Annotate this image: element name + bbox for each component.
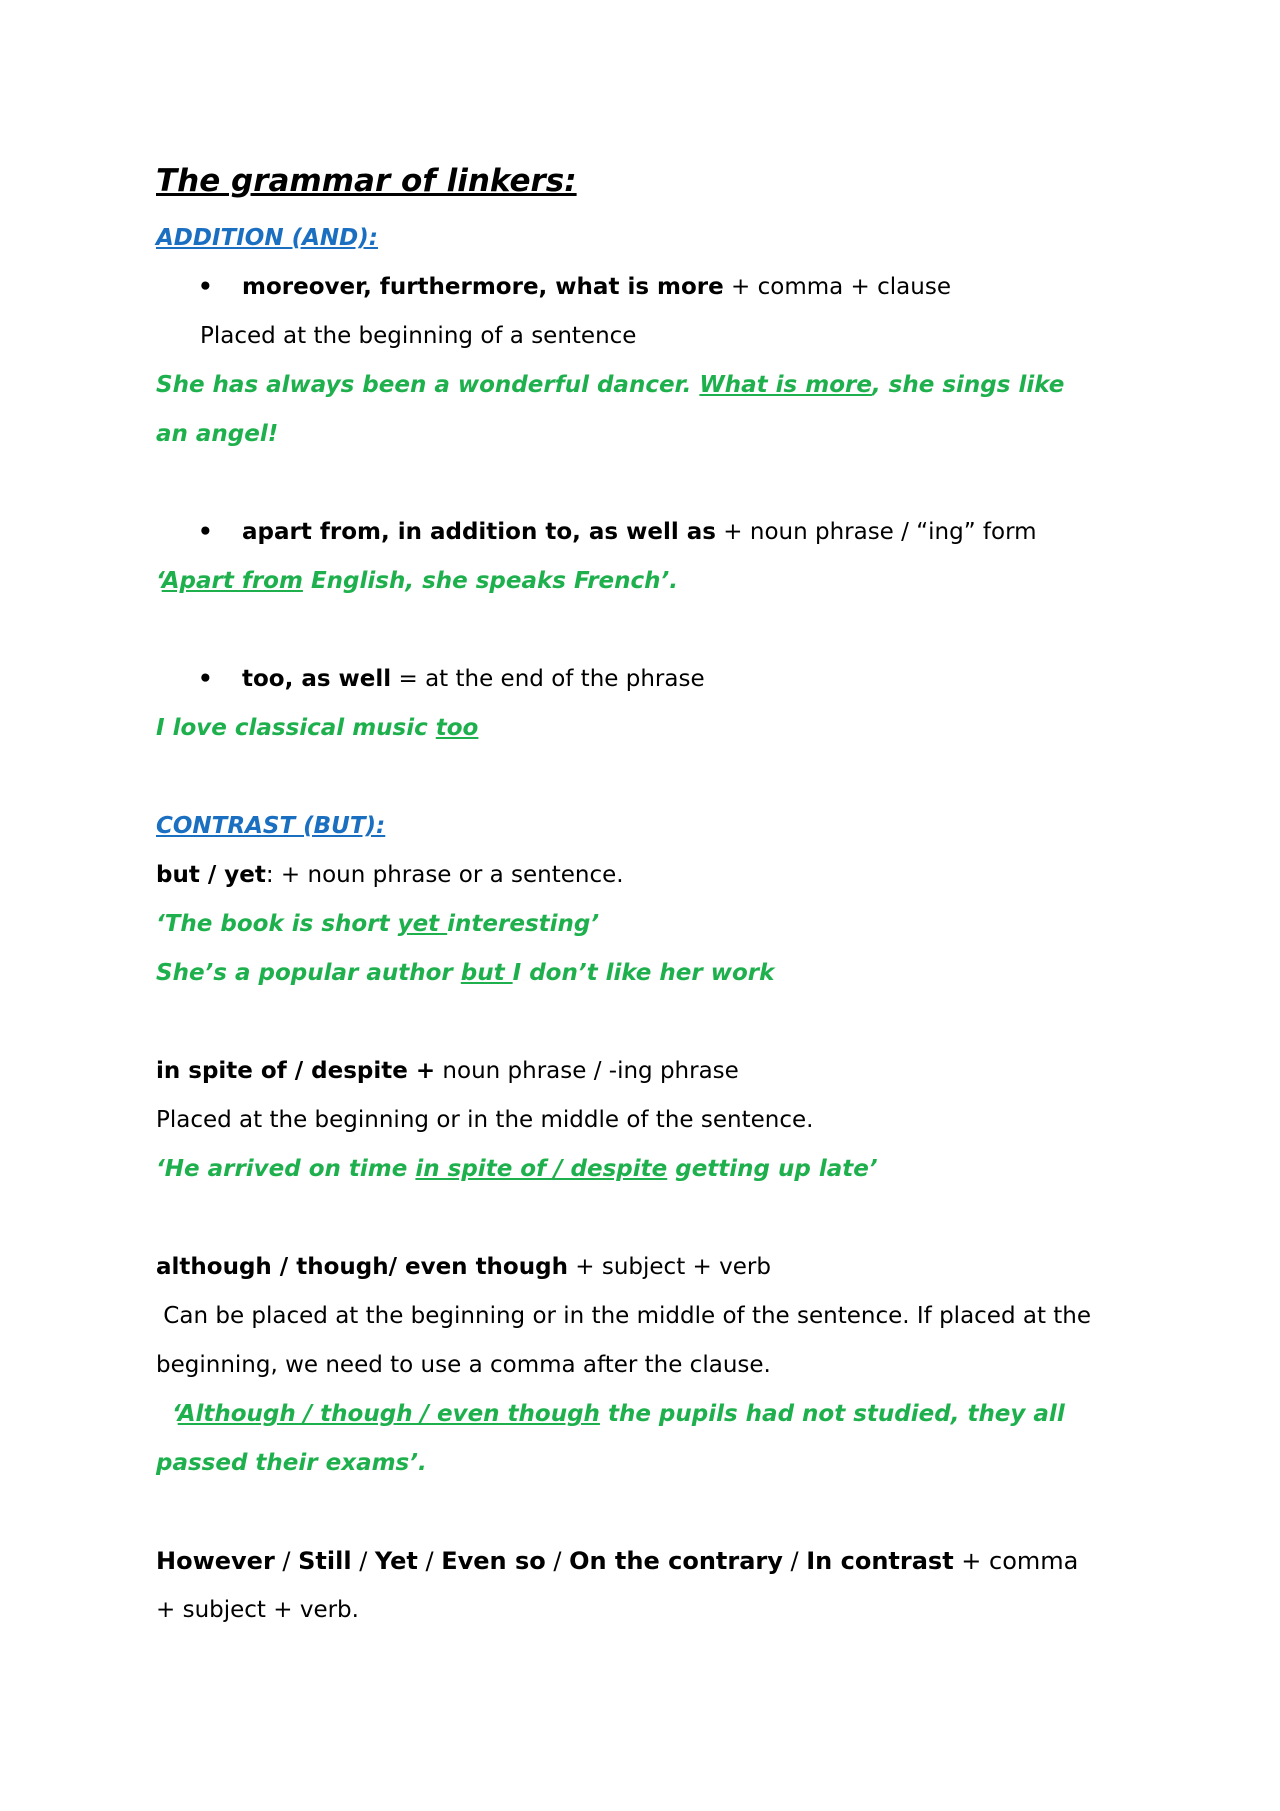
- example-text: interesting’: [447, 911, 600, 937]
- linker-rule: + subject + verb: [567, 1254, 771, 1280]
- addition-item-1-note: Placed at the beginning of a sentence: [200, 323, 637, 349]
- linker-rule: + comma + clause: [723, 274, 951, 300]
- page-title: The grammar of linkers:: [156, 163, 577, 199]
- example-text: English, she speaks French’.: [302, 568, 678, 594]
- linker-term: Still: [298, 1547, 352, 1575]
- example-linker: Although / though / even though: [177, 1401, 600, 1427]
- separator: /: [351, 1547, 375, 1575]
- linker-rule: + noun phrase / “ing” form: [715, 519, 1037, 545]
- separator: /: [545, 1547, 570, 1575]
- example-text: the pupils had not studied, they all: [599, 1401, 1065, 1427]
- linker-term: In contrast: [806, 1547, 954, 1575]
- separator: /: [274, 1547, 299, 1575]
- linker-term: Even so: [441, 1547, 546, 1575]
- example-text: I don’t like her work: [512, 960, 775, 986]
- heading-addition: ADDITION (AND):: [156, 225, 378, 251]
- linker-rule: noun phrase / -ing phrase: [435, 1058, 739, 1084]
- example-sentence-continued: passed their exams’.: [156, 1450, 427, 1476]
- example-sentence: [156, 909, 1130, 939]
- linker-terms: but / yet: [156, 862, 266, 888]
- contrast-although: [156, 1252, 1130, 1282]
- example-text: ‘: [156, 568, 162, 594]
- bullet-icon: •: [198, 274, 213, 300]
- linker-terms: apart from, in addition to, as well as: [242, 519, 716, 545]
- example-linker: too: [435, 715, 479, 741]
- linker-rule: : + noun phrase or a sentence.: [265, 862, 624, 888]
- contrast-however: [156, 1546, 1130, 1576]
- example-text: She’s a popular author: [156, 960, 461, 986]
- linker-rule: = at the end of the phrase: [391, 666, 705, 692]
- heading-contrast: CONTRAST (BUT):: [156, 813, 386, 839]
- contrast-in-spite-note: Placed at the beginning or in the middle of the sentence.: [156, 1107, 814, 1133]
- contrast-although-note: Can be placed at the beginning or in the middle of the sentence. If placed at the: [156, 1303, 1092, 1329]
- example-sentence: [156, 1399, 1130, 1429]
- linker-terms: too, as well: [242, 666, 392, 692]
- example-sentence: [156, 958, 1130, 988]
- linker-terms: although / though/ even though: [156, 1254, 568, 1280]
- addition-item-1: [198, 272, 1130, 302]
- example-linker: but: [460, 960, 513, 986]
- contrast-in-spite: [156, 1056, 1130, 1086]
- example-linker: yet: [397, 911, 448, 937]
- contrast-although-note-continued: beginning, we need to use a comma after the clause.: [156, 1352, 771, 1378]
- linker-term: On the contrary: [569, 1547, 783, 1575]
- linker-terms: in spite of / despite +: [156, 1058, 436, 1084]
- bullet-icon: •: [198, 666, 213, 692]
- contrast-but-yet: [156, 860, 1130, 890]
- linker-rule: + comma: [953, 1547, 1079, 1575]
- example-sentence: [156, 713, 1130, 743]
- example-sentence: [156, 566, 1130, 596]
- example-text: She has always been a wonderful dancer.: [156, 372, 700, 398]
- example-text: getting up late’: [667, 1156, 878, 1182]
- example-text: I love classical music: [156, 715, 436, 741]
- example-linker: What is more: [699, 372, 872, 398]
- addition-item-2: [198, 517, 1130, 547]
- example-sentence: [156, 1154, 1130, 1184]
- example-sentence: [156, 370, 1130, 400]
- example-text: ‘: [156, 1401, 178, 1427]
- example-linker: Apart from: [161, 568, 303, 594]
- example-text: ‘The book is short: [156, 911, 398, 937]
- separator: /: [782, 1547, 807, 1575]
- addition-item-3: [198, 664, 1130, 694]
- linker-terms: moreover, furthermore, what is more: [242, 274, 724, 300]
- linker-term: However: [156, 1547, 275, 1575]
- separator: /: [417, 1547, 442, 1575]
- linker-term: Yet: [374, 1547, 418, 1575]
- example-linker: in spite of / despite: [415, 1156, 668, 1182]
- example-text: ‘He arrived on time: [156, 1156, 416, 1182]
- example-text: , she sings like: [871, 372, 1065, 398]
- contrast-however-continued: + subject + verb.: [156, 1597, 359, 1623]
- bullet-icon: •: [198, 519, 213, 545]
- example-sentence-continued: an angel!: [156, 421, 279, 447]
